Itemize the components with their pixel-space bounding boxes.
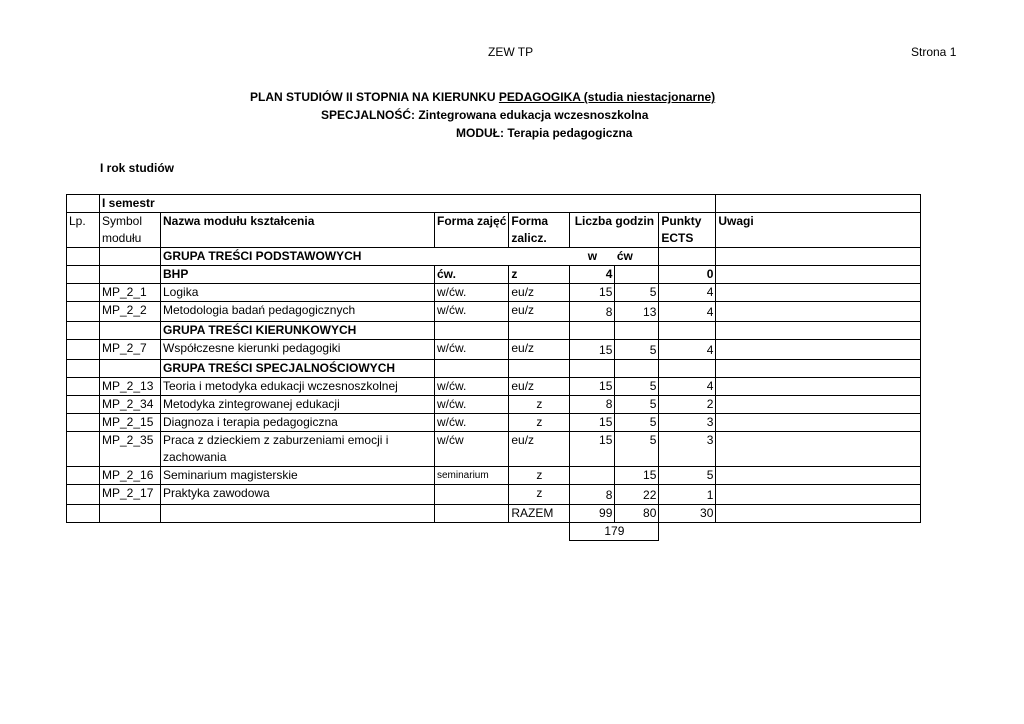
hours-w: 8 (570, 485, 615, 505)
table-row (67, 414, 921, 432)
forma-zalicz: eu/z (509, 302, 570, 322)
module-symbol: MP_2_35 (100, 432, 161, 467)
ects: 4 (659, 340, 716, 360)
module-name: Teoria i metodyka edukacji wczesnoszkolnej (161, 378, 435, 396)
table-row (67, 340, 921, 360)
col-symbol-line2: modułu (102, 231, 142, 245)
hours-w: 8 (570, 302, 615, 322)
group-name: GRUPA TREŚCI KIERUNKOWYCH (161, 322, 435, 340)
hours-cw-label: ćw (615, 248, 659, 266)
hours-w: 15 (570, 432, 615, 467)
module-symbol: MP_2_17 (100, 485, 161, 505)
hours-cw: 13 (615, 302, 659, 322)
col-lp: Lp. (67, 213, 100, 248)
module-symbol: MP_2_7 (100, 340, 161, 360)
module-name-line1: Praca z dzieckiem z zaburzeniami emocji i (163, 433, 389, 447)
module-name: Metodyka zintegrowanej edukacji (161, 396, 435, 414)
forma-zalicz: eu/z (509, 340, 570, 360)
forma-zajec: seminarium (435, 467, 509, 485)
ects: 2 (659, 396, 716, 414)
module-name: Logika (161, 284, 435, 302)
hours-w: 15 (570, 340, 615, 360)
module-name: Współczesne kierunki pedagogiki (161, 340, 435, 360)
hours-cw: 5 (615, 340, 659, 360)
hours-w: 15 (570, 284, 615, 302)
semester-row (67, 195, 921, 213)
module-symbol: MP_2_13 (100, 378, 161, 396)
hours-w: 15 (570, 414, 615, 432)
module-name: Praktyka zawodowa (161, 485, 435, 505)
table-row (67, 396, 921, 414)
table-row (67, 432, 921, 467)
totals-label: RAZEM (509, 505, 570, 523)
table-row (67, 302, 921, 322)
forma-zajec: w/ćw. (435, 378, 509, 396)
col-name: Nazwa modułu kształcenia (161, 213, 435, 248)
hours-cw: 5 (615, 396, 659, 414)
forma-zalicz: eu/z (509, 284, 570, 302)
title-specialization: SPECJALNOŚĆ: Zintegrowana edukacja wczesnoszkolna (321, 108, 649, 122)
module-symbol: MP_2_15 (100, 414, 161, 432)
total-cw: 80 (615, 505, 659, 523)
ects: 3 (659, 414, 716, 432)
hours-cw: 5 (615, 284, 659, 302)
forma-zajec: w/ćw. (435, 302, 509, 322)
table-row (67, 266, 921, 284)
ects: 1 (659, 485, 716, 505)
group-row (67, 360, 921, 378)
semester-label: I semestr (100, 195, 716, 213)
table-row (67, 467, 921, 485)
module-symbol: MP_2_1 (100, 284, 161, 302)
title-underlined: PEDAGOGIKA (studia niestacjonarne) (498, 90, 716, 104)
hours-cw: 22 (615, 485, 659, 505)
module-name: BHP (161, 266, 435, 284)
totals-row (67, 505, 921, 523)
module-symbol: MP_2_16 (100, 467, 161, 485)
group-row (67, 322, 921, 340)
forma-zalicz: z (509, 485, 570, 505)
hours-w: 8 (570, 396, 615, 414)
col-forma-zajec: Forma zajęć (435, 213, 509, 248)
page-header-center: ZEW TP (488, 45, 534, 59)
hours-cw: 5 (615, 378, 659, 396)
hours-w-label: w (570, 248, 615, 266)
year-label: I rok studiów (100, 161, 175, 175)
group-name: GRUPA TREŚCI PODSTAWOWYCH (161, 248, 570, 266)
col-punkty (659, 213, 716, 248)
ects: 3 (659, 432, 716, 467)
ects: 4 (659, 284, 716, 302)
ects: 4 (659, 302, 716, 322)
group-name: GRUPA TREŚCI SPECJALNOŚCIOWYCH (161, 360, 435, 378)
ects: 5 (659, 467, 716, 485)
module-symbol: MP_2_34 (100, 396, 161, 414)
forma-zajec: ćw. (435, 266, 509, 284)
hours-cw: 5 (615, 432, 659, 467)
forma-zajec: w/ćw. (435, 284, 509, 302)
forma-zajec: w/ćw (435, 432, 509, 467)
header-row (67, 213, 921, 248)
total-ects: 30 (659, 505, 716, 523)
forma-zalicz: eu/z (509, 432, 570, 467)
grand-total: 179 (570, 523, 659, 541)
module-name (161, 432, 435, 467)
hours-w: 15 (570, 378, 615, 396)
title-module: MODUŁ: Terapia pedagogiczna (456, 126, 633, 140)
col-forma-zalicz-line2: zalicz. (511, 231, 547, 245)
col-liczba-godzin: Liczba godzin (570, 213, 659, 248)
col-forma-zalicz (509, 213, 570, 248)
ects: 4 (659, 378, 716, 396)
hours-cw: 5 (615, 414, 659, 432)
col-symbol-line1: Symbol (102, 214, 143, 228)
col-punkty-line1: Punkty (661, 214, 702, 228)
module-name: Metodologia badań pedagogicznych (161, 302, 435, 322)
page-number: Strona 1 (911, 45, 957, 59)
title-prefix: PLAN STUDIÓW II STOPNIA NA KIERUNKU (250, 90, 499, 104)
module-name: Seminarium magisterskie (161, 467, 435, 485)
forma-zalicz: z (509, 266, 570, 284)
table-row (67, 485, 921, 505)
col-uwagi: Uwagi (716, 213, 921, 248)
grand-total-row (67, 523, 921, 541)
forma-zajec: w/ćw. (435, 414, 509, 432)
table-row (67, 378, 921, 396)
ects: 0 (659, 266, 716, 284)
module-name: Diagnoza i terapia pedagogiczna (161, 414, 435, 432)
module-name-line2: zachowania (163, 450, 227, 464)
table-row (67, 284, 921, 302)
module-symbol: MP_2_2 (100, 302, 161, 322)
total-w: 99 (570, 505, 615, 523)
hours-w: 4 (570, 266, 615, 284)
group-row (67, 248, 921, 266)
col-punkty-line2: ECTS (661, 231, 694, 245)
col-symbol (100, 213, 161, 248)
forma-zajec: w/ćw. (435, 340, 509, 360)
forma-zalicz: z (509, 467, 570, 485)
forma-zalicz: z (509, 396, 570, 414)
forma-zajec: w/ćw. (435, 396, 509, 414)
title-line-1 (250, 90, 1024, 104)
forma-zalicz: z (509, 414, 570, 432)
study-plan-table (66, 194, 921, 541)
hours-cw: 15 (615, 467, 659, 485)
forma-zalicz: eu/z (509, 378, 570, 396)
col-forma-zalicz-line1: Forma (511, 214, 549, 228)
